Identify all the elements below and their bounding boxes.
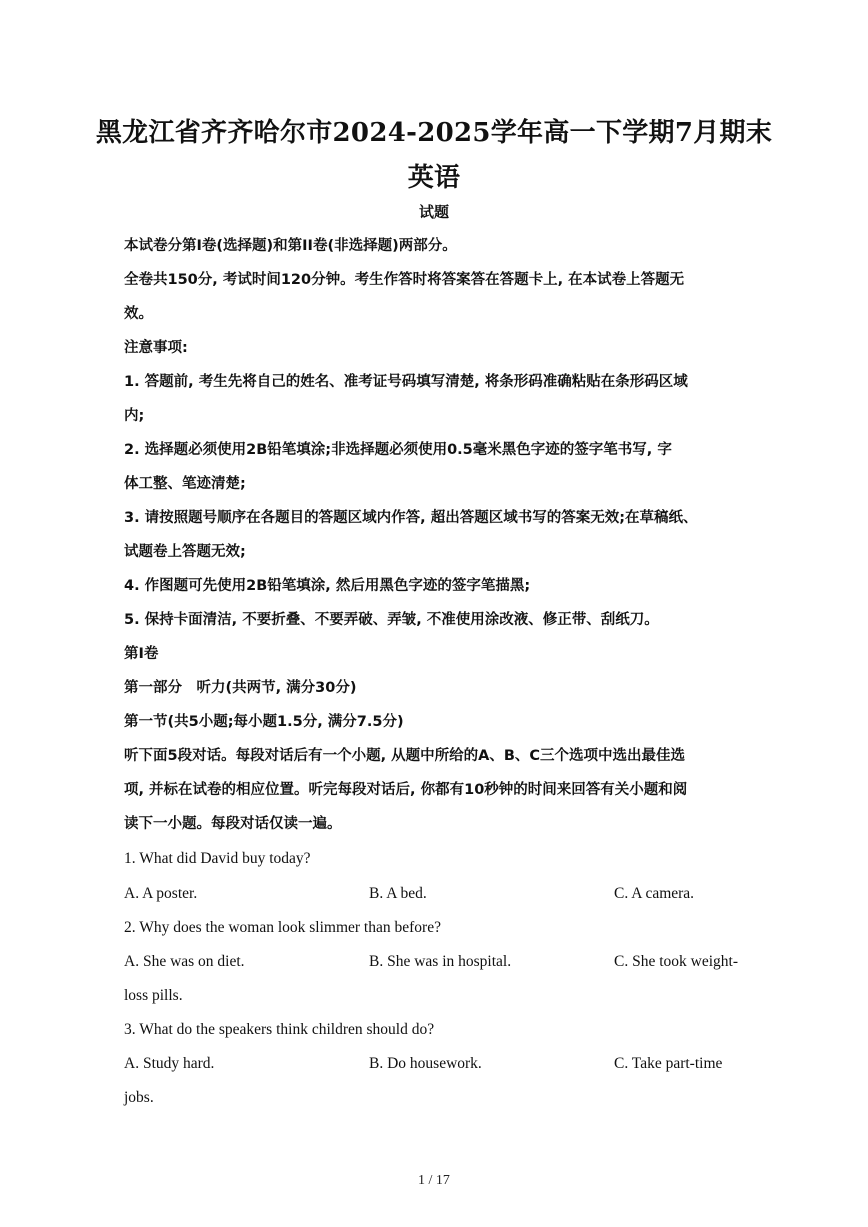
document-title-line1: 黑龙江省齐齐哈尔市2024-2025学年高一下学期7月期末 — [95, 118, 773, 148]
option-c: C. A camera. — [614, 885, 695, 902]
note-line: 3. 请按照题号顺序在各题目的答题区域内作答, 超出答题区域书写的答案无效;在草稿纸、 — [124, 510, 698, 526]
note-line: 2. 选择题必须使用2B铅笔填涂;非选择题必须使用0.5毫米黑色字迹的签字笔书写, 字 — [124, 442, 672, 458]
option-a: A. A poster. — [124, 885, 198, 902]
option-c: C. She took weight- — [614, 953, 738, 970]
note-line: 内; — [124, 408, 145, 424]
option-a: A. Study hard. — [124, 1055, 215, 1072]
instruction-line: 项, 并标在试卷的相应位置。听完每段对话后, 你都有10秒钟的时间来回答有关小题和阅 — [124, 782, 688, 798]
document-title-line2: 英语 — [407, 163, 461, 193]
question-stem: 3. What do the speakers think children should do? — [124, 1021, 435, 1038]
option-b: B. Do housework. — [369, 1055, 482, 1072]
option-c: C. Take part-time — [614, 1055, 723, 1072]
volume-heading: 第I卷 — [124, 646, 159, 662]
note-line: 4. 作图题可先使用2B铅笔填涂, 然后用黑色字迹的签字笔描黑; — [124, 578, 531, 594]
note-line: 5. 保持卡面清洁, 不要折叠、不要弄破、弄皱, 不准使用涂改液、修正带、刮纸刀。 — [124, 612, 659, 628]
option-b: B. She was in hospital. — [369, 953, 512, 970]
note-line: 1. 答题前, 考生先将自己的姓名、准考证号码填写清楚, 将条形码准确粘贴在条形码区域 — [124, 374, 688, 390]
instruction-line: 读下一小题。每段对话仅读一遍。 — [124, 816, 342, 832]
notes-heading: 注意事项: — [124, 340, 188, 356]
note-line: 体工整、笔迹清楚; — [124, 476, 246, 492]
intro-line: 效。 — [124, 306, 153, 322]
question-stem: 1. What did David buy today? — [124, 850, 311, 867]
option-a: A. She was on diet. — [124, 953, 245, 970]
section-heading: 第一节(共5小题;每小题1.5分, 满分7.5分) — [124, 714, 404, 730]
instruction-line: 听下面5段对话。每段对话后有一个小题, 从题中所给的A、B、C三个选项中选出最佳选 — [124, 748, 686, 764]
document-subtitle: 试题 — [418, 203, 449, 221]
note-line: 试题卷上答题无效; — [124, 544, 246, 560]
part-heading: 第一部分 听力(共两节, 满分30分) — [124, 680, 357, 696]
question-stem: 2. Why does the woman look slimmer than before? — [124, 919, 441, 936]
intro-line: 全卷共150分, 考试时间120分钟。考生作答时将答案答在答题卡上, 在本试卷上答题无 — [124, 272, 685, 288]
option-wrap: jobs. — [124, 1089, 154, 1106]
intro-line: 本试卷分第I卷(选择题)和第II卷(非选择题)两部分。 — [124, 238, 457, 254]
option-b: B. A bed. — [369, 885, 427, 902]
page-number: 1 / 17 — [418, 1173, 450, 1188]
option-wrap: loss pills. — [124, 987, 183, 1004]
